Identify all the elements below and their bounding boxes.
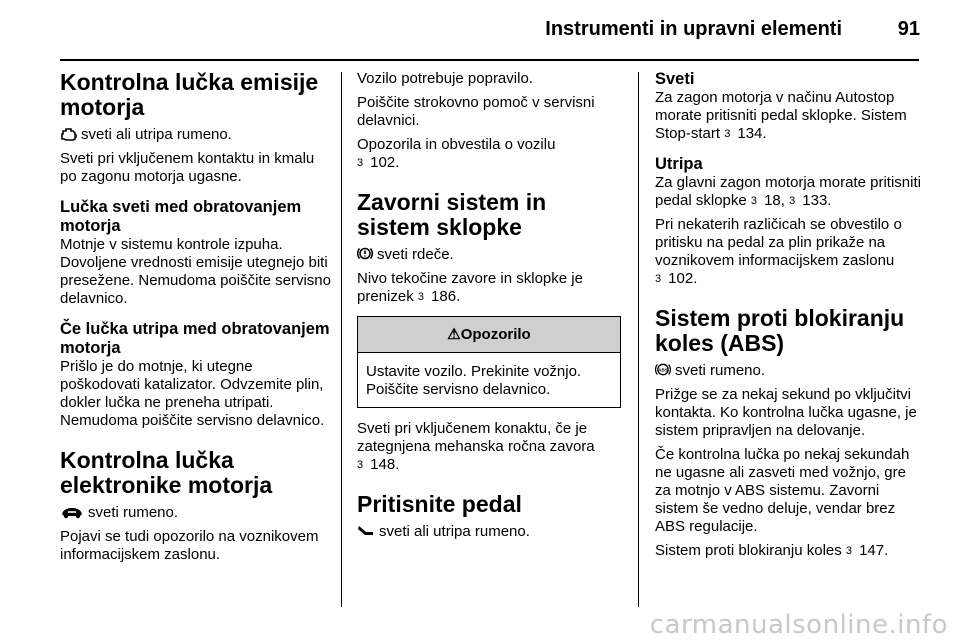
page-ref-link[interactable]: 147. bbox=[859, 542, 889, 559]
paragraph: sveti ali utripa rumeno. bbox=[60, 126, 332, 144]
paragraph: ABS sveti rumeno. bbox=[655, 362, 923, 380]
paragraph: Prižge se za nekaj sekund po vključitvi kontakta. Ko kontrolna lučka ugasne, je sistem pripravljen na delovanje. bbox=[655, 386, 917, 439]
watermark: carmanualsonline.info bbox=[649, 610, 948, 640]
clutch-pedal-icon bbox=[357, 524, 375, 538]
header-rule bbox=[60, 59, 919, 61]
paragraph: Sistem proti blokiranju koles 3 147. bbox=[655, 542, 889, 559]
section-title-press-pedal: Pritisnite pedal bbox=[357, 491, 522, 517]
page-ref-link[interactable]: 102. bbox=[668, 270, 698, 287]
paragraph: Sveti pri vključenem konaktu, če je zategnjena mehanska ročna zavora 3 148. bbox=[357, 420, 595, 473]
abs-icon bbox=[655, 362, 671, 377]
page-ref-arrow-icon: 3 bbox=[789, 195, 796, 207]
section-title-brake-clutch: Zavorni sistem in sistem sklopke bbox=[357, 189, 547, 240]
brake-warning-icon bbox=[357, 246, 373, 261]
paragraph: sveti rdeče. bbox=[357, 246, 621, 264]
warning-box-header bbox=[358, 317, 620, 353]
paragraph: Sveti pri vključenem kontaktu in kmalu po zagonu motorja ugasne. bbox=[60, 150, 315, 185]
subsection-title: Lučka sveti med obratovanjem motorja bbox=[60, 198, 302, 235]
paragraph: Vozilo potrebuje popravilo. bbox=[357, 70, 533, 87]
page-ref-link[interactable]: 18, bbox=[764, 192, 785, 209]
engine-check-icon bbox=[60, 128, 77, 141]
page-ref-link[interactable]: 148. bbox=[370, 456, 400, 473]
page-ref-arrow-icon: 3 bbox=[845, 545, 853, 557]
column-divider-2 bbox=[638, 72, 639, 607]
column-3 bbox=[655, 70, 923, 566]
section-title-emission-lamp: Kontrolna lučka emisije motorja bbox=[60, 69, 319, 120]
column-1 bbox=[60, 70, 332, 570]
warning-box-body: Ustavite vozilo. Prekinite vožnjo. Poiščite servisno delavnico. bbox=[366, 363, 582, 398]
page-header bbox=[0, 0, 960, 60]
column-divider-1 bbox=[341, 72, 342, 607]
column-2 bbox=[357, 70, 621, 547]
page-ref-arrow-icon: 3 bbox=[724, 128, 731, 140]
subsection-title: Utripa bbox=[655, 155, 703, 173]
page-ref-arrow-icon: 3 bbox=[357, 459, 364, 471]
paragraph: Za glavni zagon motorja morate pritisniti pedal sklopke 3 18, 3 133. bbox=[655, 174, 921, 209]
paragraph: Nivo tekočine zavore in sklopke je prenizek 3 186. bbox=[357, 270, 583, 305]
warning-box bbox=[357, 316, 621, 408]
section-title-electronics-lamp: Kontrolna lučka elektronike motorja bbox=[60, 447, 273, 498]
subsection-title: Če lučka utripa med obratovanjem motorja bbox=[60, 320, 330, 357]
page-ref-link[interactable]: 186. bbox=[431, 288, 461, 305]
page-ref-link[interactable]: 102. bbox=[370, 154, 400, 171]
page-ref-arrow-icon: 3 bbox=[750, 195, 758, 207]
page-ref-arrow-icon: 3 bbox=[417, 291, 424, 303]
page-ref-arrow-icon: 3 bbox=[357, 157, 364, 169]
paragraph: sveti rumeno. bbox=[60, 504, 332, 522]
warning-triangle-icon: ⚠ bbox=[447, 326, 461, 343]
warning-title: Opozorilo bbox=[460, 326, 531, 343]
paragraph: Pojavi se tudi opozorilo na voznikovem informacijskem zaslonu. bbox=[60, 528, 319, 563]
paragraph: Če kontrolna lučka po nekaj sekundah ne ugasne ali zasveti med vožnjo, gre za motnjo v ABS sistemu. Zavorni sistem še vedno deluje, vendar brez ABS regulacije. bbox=[655, 446, 910, 535]
page-ref-link[interactable]: 133. bbox=[802, 192, 832, 209]
subsection-title: Sveti bbox=[655, 70, 695, 88]
paragraph: Za zagon motorja v načinu Autostop morate pritisniti pedal sklopke. Sistem Stop-start 3 134. bbox=[655, 89, 907, 142]
paragraph: Pri nekaterih različicah se obvestilo o pritisku na pedal za plin prikaže na voznikovem informacijskem zaslonu 3 102. bbox=[655, 216, 902, 287]
paragraph: Opozorila in obvestila o vozilu 3 102. bbox=[357, 136, 556, 171]
svg-text:ABS: ABS bbox=[658, 367, 668, 373]
header-title: Instrumenti in upravni elementi bbox=[545, 18, 842, 40]
paragraph: Poiščite strokovno pomoč v servisni delavnici. bbox=[357, 94, 595, 129]
page-number: 91 bbox=[897, 18, 920, 40]
paragraph: Motnje v sistemu kontrole izpuha. Dovoljene vrednosti emisije utegnejo biti presežene. Nemudoma poiščite servisno delavnico. bbox=[60, 236, 331, 307]
wrench-car-icon bbox=[60, 506, 84, 519]
paragraph: Prišlo je do motnje, ki utegne poškodovati katalizator. Odvzemite plin, dokler lučka ne preneha utripati. Nemudoma poiščite servisno delavnico. bbox=[60, 358, 325, 429]
page-ref-arrow-icon: 3 bbox=[655, 273, 662, 285]
section-title-abs: Sistem proti blokiranju koles (ABS) bbox=[655, 305, 905, 356]
paragraph: sveti ali utripa rumeno. bbox=[357, 523, 621, 541]
page-ref-link[interactable]: 134. bbox=[737, 125, 767, 142]
